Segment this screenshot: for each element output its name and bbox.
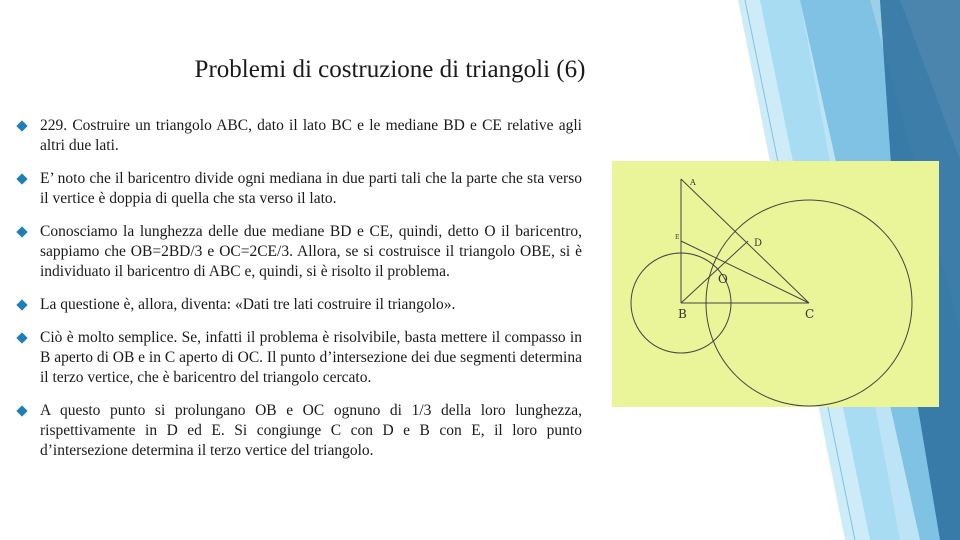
label-E: E: [675, 234, 680, 241]
bullet-item: [18, 401, 582, 461]
bullet-list: [18, 116, 582, 474]
bullet-text: La questione è, allora, diventa: «Dati tre lati costruire il triangolo».: [40, 296, 456, 313]
diamond-bullet-icon: [16, 332, 27, 343]
diamond-bullet-icon: [16, 173, 27, 184]
label-O: O: [718, 272, 728, 286]
bullet-text: E’ noto che il baricentro divide ogni mediana in due parti tali che la parte che sta verso il vertice è doppia di quella che sta verso il lato.: [40, 170, 582, 207]
construction-diagram: [612, 161, 939, 407]
bullet-item: [18, 116, 582, 156]
slide-title: Problemi di costruzione di triangoli (6): [194, 56, 586, 83]
bullet-item: [18, 222, 582, 282]
label-B: B: [678, 307, 687, 321]
diamond-bullet-icon: [16, 299, 27, 310]
median-BD: [681, 241, 748, 303]
label-C: C: [805, 307, 815, 321]
bullet-text: Ciò è molto semplice. Se, infatti il problema è risolvibile, basta mettere il compasso in B aperto di OB e in C aperto di OC. Il punto d’intersezione dei due segmenti determina il terzo vertice, che è baricentro del triangolo cercato.: [40, 329, 582, 386]
median-CE: [681, 241, 809, 303]
bullet-text: 229. Costruire un triangolo ABC, dato il lato BC e le mediane BD e CE relative agli altri due lati.: [40, 117, 582, 154]
diamond-bullet-icon: [16, 405, 27, 416]
bullet-text: Conosciamo la lunghezza delle due mediane BD e CE, quindi, detto O il baricentro, sappiamo che OB=2BD/3 e OC=2CE/3. Allora, se si costruisce il triangolo OBE, si è individuato il baricentro di ABC e, quindi, si è risolto il problema.: [40, 223, 582, 280]
diamond-bullet-icon: [16, 226, 27, 237]
label-A: A: [690, 178, 696, 187]
segment-AC: [681, 179, 809, 303]
diamond-bullet-icon: [16, 120, 27, 131]
bullet-item: [18, 328, 582, 388]
bullet-item: [18, 169, 582, 209]
label-D: D: [754, 238, 763, 249]
bullet-item: [18, 295, 582, 315]
geometry-figure: [612, 161, 939, 407]
bullet-text: A questo punto si prolungano OB e OC ognuno di 1/3 della loro lunghezza, rispettivamente in D ed E. Si congiunge C con D e B con E, il loro punto d’intersezione determina il terzo vertice del triangolo.: [40, 402, 582, 459]
